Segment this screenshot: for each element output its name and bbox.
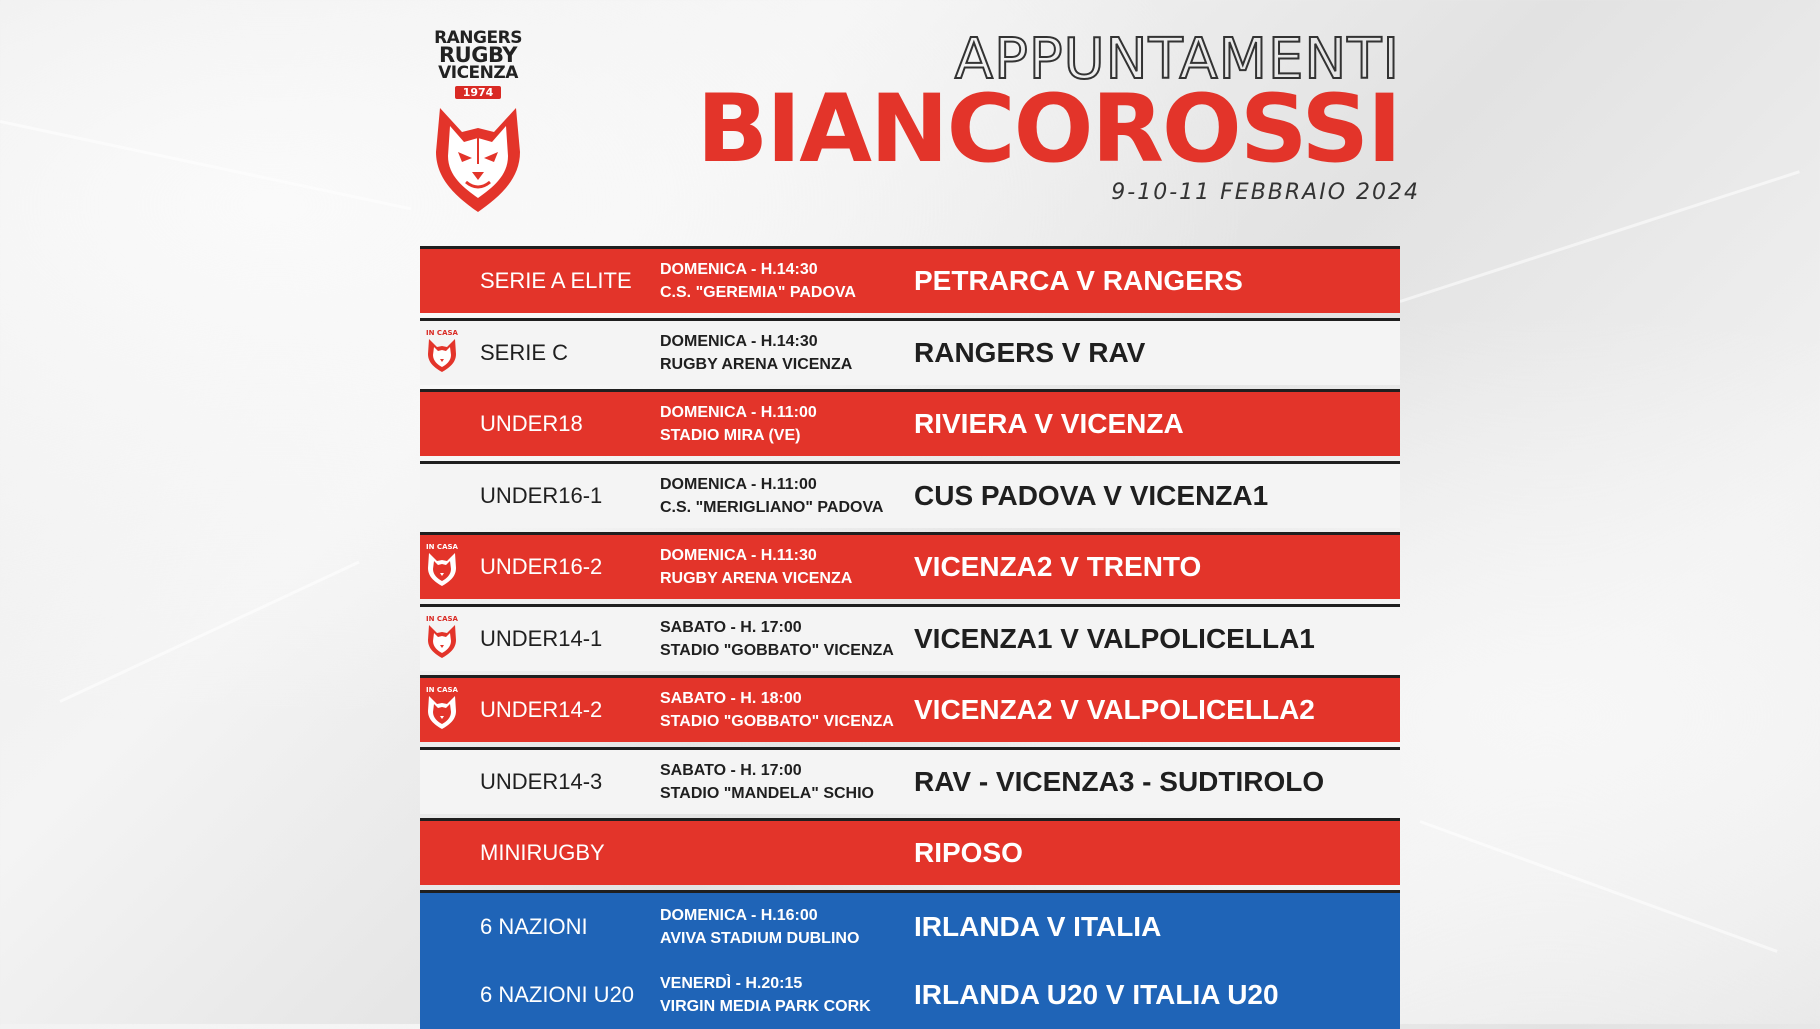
schedule-row [420,890,1400,961]
home-badge-slot [420,464,480,528]
team-category: SERIE A ELITE [480,268,632,293]
match-info [660,972,914,1018]
match-time: DOMENICA - H.11:30 [660,547,817,564]
match-teams: RAV - VICENZA3 - SUDTIROLO [914,765,1325,797]
team-category: 6 NAZIONI [480,913,588,939]
background-crease [1419,820,1777,953]
cat-shield-icon [426,694,458,730]
match-venue: RUGBY ARENA VICENZA [660,355,853,373]
match-venue: C.S. "GEREMIA" PADOVA [660,284,856,301]
home-badge-slot [420,750,480,814]
schedule-row [420,532,1400,599]
heading-date: 9-10-11 FEBBRAIO 2024 [1111,180,1420,205]
match-teams: RANGERS V RAV [914,336,1146,368]
schedule-row [420,961,1400,1029]
match-info [660,473,914,519]
match-time: DOMENICA - H.14:30 [660,332,818,350]
match-info [660,258,914,304]
match-venue: VIRGIN MEDIA PARK CORK [660,997,871,1015]
match-teams: CUS PADOVA V VICENZA1 [914,479,1269,511]
team-category: UNDER14-1 [480,625,603,651]
match-teams: RIPOSO [914,837,1023,868]
team-category: UNDER14-2 [480,697,603,722]
match-teams: IRLANDA U20 V ITALIA U20 [914,978,1279,1010]
match-venue: STADIO "GOBBATO" VICENZA [660,641,894,659]
match-time: SABATO - H. 17:00 [660,761,802,779]
home-badge-slot [420,821,480,885]
match-info [660,401,914,447]
match-teams: VICENZA2 V VALPOLICELLA2 [914,694,1315,725]
match-venue: C.S. "MERIGLIANO" PADOVA [660,498,884,516]
match-info [660,616,914,662]
team-category: SERIE C [480,339,569,365]
home-badge-slot [420,535,480,599]
home-game-label: IN CASA [426,543,458,551]
home-game-badge [426,329,458,377]
match-time: DOMENICA - H.14:30 [660,261,818,278]
background-crease [1400,170,1800,303]
home-badge-slot [420,893,480,961]
match-venue: STADIO "MANDELA" SCHIO [660,784,874,802]
team-category: UNDER16-1 [480,482,603,508]
match-venue: STADIO MIRA (VE) [660,427,801,444]
schedule-row [420,747,1400,814]
schedule-row [420,389,1400,456]
team-category: 6 NAZIONI U20 [480,981,635,1007]
match-info [660,330,914,376]
logo-line-2: RUGBY [438,43,518,67]
logo-year: 1974 [455,86,502,99]
cat-shield-icon [426,623,458,659]
background-crease [59,561,359,703]
team-category: UNDER16-2 [480,554,603,579]
match-info [660,687,914,733]
match-info [660,759,914,805]
match-teams: IRLANDA V ITALIA [914,910,1162,942]
cat-shield-icon [426,551,458,587]
match-time: SABATO - H. 17:00 [660,618,802,636]
team-category: MINIRUGBY [480,840,605,865]
match-venue: AVIVA STADIUM DUBLINO [660,929,860,947]
match-teams: VICENZA2 V TRENTO [914,551,1202,582]
page-heading [696,27,1420,205]
schedule-row [420,318,1400,385]
background-crease [0,120,411,210]
home-badge-slot [420,961,480,1029]
schedule-row [420,461,1400,528]
match-time: DOMENICA - H.16:00 [660,906,818,924]
home-badge-slot [420,392,480,456]
club-logo [432,30,524,214]
home-badge-slot [420,607,480,671]
heading-main: BIANCOROSSI [696,75,1400,184]
logo-line-1: RANGERS [434,28,522,48]
schedule-table [420,246,1400,1029]
home-game-badge [426,543,458,591]
cat-shield-icon [426,337,458,373]
match-time: SABATO - H. 18:00 [660,690,802,707]
match-info [660,544,914,590]
match-venue: STADIO "GOBBATO" VICENZA [660,713,894,730]
logo-line-3: VICENZA [438,63,518,83]
home-badge-slot [420,678,480,742]
match-time: DOMENICA - H.11:00 [660,404,817,421]
schedule-row [420,246,1400,313]
home-game-label: IN CASA [426,328,458,337]
home-game-label: IN CASA [426,686,458,694]
schedule-row [420,818,1400,885]
match-venue: RUGBY ARENA VICENZA [660,570,853,587]
schedule-row [420,604,1400,671]
home-game-label: IN CASA [426,614,458,623]
heading-top: APPUNTAMENTI [954,27,1400,92]
match-time: DOMENICA - H.11:00 [660,475,817,493]
match-time: VENERDÌ - H.20:15 [660,974,803,992]
home-game-badge [426,686,458,734]
cat-shield-icon [432,102,524,214]
match-teams: VICENZA1 V VALPOLICELLA1 [914,622,1315,654]
team-category: UNDER18 [480,411,583,436]
match-teams: PETRARCA V RANGERS [914,265,1243,296]
match-teams: RIVIERA V VICENZA [914,408,1184,439]
match-info [660,904,914,950]
home-game-badge [426,615,458,663]
home-badge-slot [420,249,480,313]
schedule-row [420,675,1400,742]
home-badge-slot [420,321,480,385]
team-category: UNDER14-3 [480,768,603,794]
